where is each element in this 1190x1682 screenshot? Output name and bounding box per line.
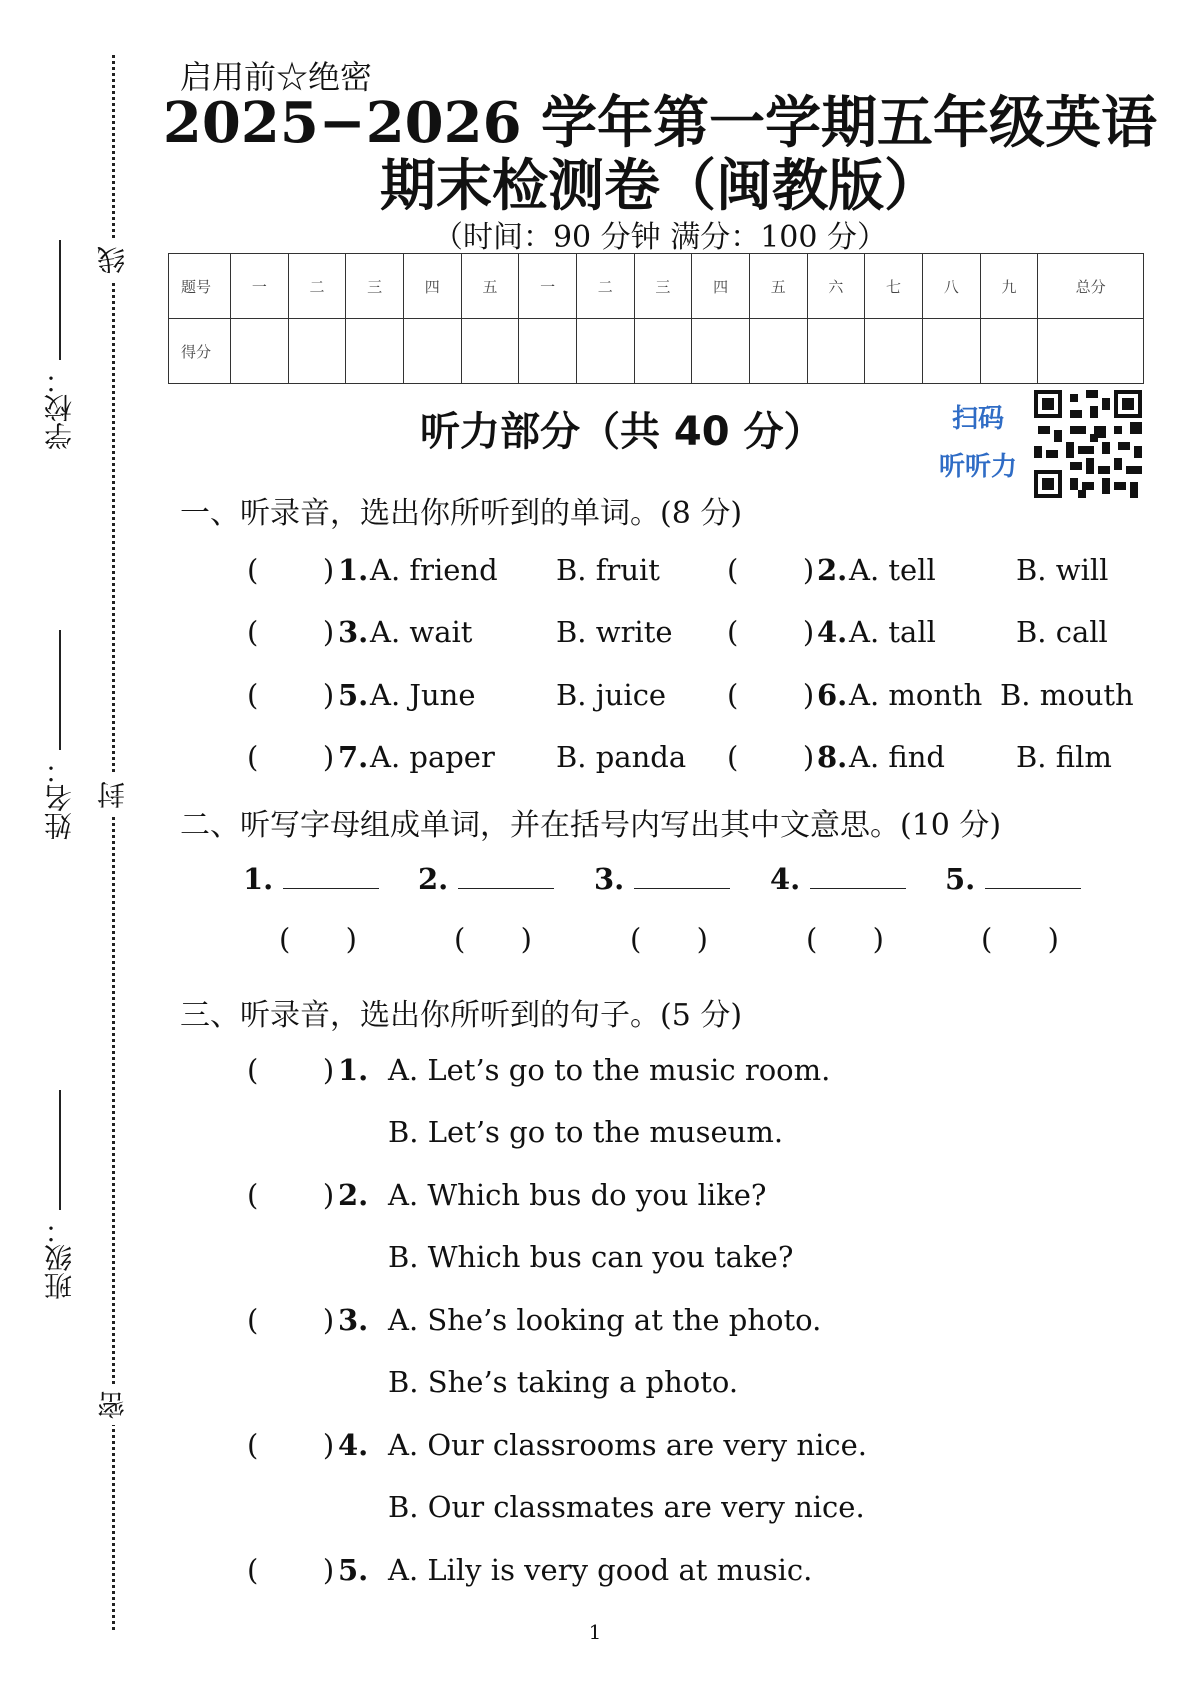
score-cell[interactable] [865,319,923,384]
sentence-option-a: A. Our classrooms are very nice. [388,1428,867,1462]
answer-paren[interactable]: ( ) [727,553,815,587]
word-blank[interactable] [458,862,554,889]
word-blank[interactable] [283,862,379,889]
option-b: B. write [556,615,673,649]
word-blank[interactable] [634,862,730,889]
score-cell[interactable] [807,319,865,384]
seal-char-seal: 封 [96,775,130,815]
item-number: 7. [338,740,369,774]
scan-label-2: 听听力 [938,452,1017,482]
option-b: B. mouth [1000,678,1134,712]
score-col: 一 [519,254,577,319]
score-cell[interactable] [1038,319,1144,384]
answer-paren[interactable]: ( ) [247,1553,335,1587]
answer-paren[interactable]: ( ) [247,1428,335,1462]
option-a: A. June [370,678,476,712]
item-number: 2. [338,1178,369,1212]
class-field[interactable] [40,1090,80,1300]
score-cell[interactable] [692,319,750,384]
item-number: 4. [770,862,801,896]
option-b: B. film [1016,740,1112,774]
score-col: 六 [807,254,865,319]
score-cell[interactable] [346,319,404,384]
sentence-option-b: B. Let’s go to the museum. [388,1115,784,1149]
score-col: 五 [461,254,519,319]
option-a: A. friend [370,553,498,587]
meaning-paren[interactable]: ( ) [454,922,532,956]
option-b: B. panda [556,740,687,774]
seal-char-secret: 密 [96,1385,130,1425]
option-b: B. call [1016,615,1108,649]
school-blank[interactable] [59,240,61,360]
sentence-option-a: A. Which bus do you like? [388,1178,767,1212]
exam-title-line1: 2025−2026 学年第一学期五年级英语 [162,90,1158,156]
item-number: 3. [338,1303,369,1337]
meaning-paren[interactable]: ( ) [630,922,708,956]
score-cell[interactable] [403,319,461,384]
item-number: 5. [338,678,369,712]
score-col: 三 [634,254,692,319]
school-field[interactable] [40,240,80,450]
option-a: A. paper [370,740,495,774]
item-number: 3. [594,862,625,896]
word-blank[interactable] [985,862,1081,889]
item-number: 2. [418,862,449,896]
sentence-option-a: A. Let’s go to the music room. [388,1053,831,1087]
sentence-option-a: A. Lily is very good at music. [388,1553,813,1587]
score-table [168,253,1144,384]
score-col: 三 [346,254,404,319]
section1-heading: 一、听录音，选出你所听到的单词。(8 分) [180,496,743,531]
seal-char-line: 线 [96,240,130,280]
score-col: 一 [231,254,289,319]
option-b: B. fruit [556,553,660,587]
name-label: 姓名： [43,756,76,840]
confidential-mark: 启用前☆绝密 [180,58,373,96]
score-col: 五 [749,254,807,319]
score-row2-label: 得分 [169,319,231,384]
item-number: 1. [338,1053,369,1087]
dictation-item [770,862,906,896]
item-number: 6. [817,678,848,712]
item-number: 1. [338,553,369,587]
item-number: 5. [945,862,976,896]
score-table-score-row [169,319,1144,384]
class-label: 班级： [43,1216,76,1300]
listening-title: 听力部分（共 40 分） [420,409,824,455]
sentence-option-b: B. Our classmates are very nice. [388,1490,865,1524]
item-number: 4. [817,615,848,649]
score-table-header-row [169,254,1144,319]
item-number: 1. [243,862,274,896]
answer-paren[interactable]: ( ) [727,615,815,649]
score-col: 九 [980,254,1038,319]
score-col: 二 [288,254,346,319]
score-col: 二 [576,254,634,319]
word-blank[interactable] [810,862,906,889]
dictation-item [418,862,554,896]
answer-paren[interactable]: ( ) [247,740,335,774]
score-cell[interactable] [634,319,692,384]
answer-paren[interactable]: ( ) [247,1178,335,1212]
score-cell[interactable] [519,319,577,384]
score-col: 七 [865,254,923,319]
item-number: 8. [817,740,848,774]
score-col: 八 [922,254,980,319]
name-blank[interactable] [59,630,61,750]
meaning-paren[interactable]: ( ) [806,922,884,956]
option-a: A. tall [849,615,936,649]
exam-time-score: （时间：90 分钟 满分：100 分） [432,220,888,255]
score-row1-label: 题号 [169,254,231,319]
meaning-paren[interactable]: ( ) [279,922,357,956]
option-a: A. tell [849,553,936,587]
item-number: 4. [338,1428,369,1462]
score-cell[interactable] [749,319,807,384]
page-number: 1 [588,1620,602,1644]
section2-heading: 二、听写字母组成单词，并在括号内写出其中文意思。(10 分) [180,808,1002,843]
answer-paren[interactable]: ( ) [247,553,335,587]
option-b: B. juice [556,678,667,712]
qr-code-icon[interactable] [1034,390,1142,498]
school-label: 学校： [43,366,76,450]
item-number: 3. [338,615,369,649]
score-cell[interactable] [231,319,289,384]
answer-paren[interactable]: ( ) [247,678,335,712]
score-cell[interactable] [288,319,346,384]
sentence-option-a: A. She’s looking at the photo. [388,1303,822,1337]
item-number: 2. [817,553,848,587]
sentence-option-b: B. She’s taking a photo. [388,1365,739,1399]
option-b: B. will [1016,553,1109,587]
score-cell[interactable] [576,319,634,384]
option-a: A. month [849,678,983,712]
answer-paren[interactable]: ( ) [247,1053,335,1087]
score-col: 总分 [1038,254,1144,319]
scan-label-1: 扫码 [951,404,1004,434]
answer-paren[interactable]: ( ) [247,1303,335,1337]
item-number: 5. [338,1553,369,1587]
name-field[interactable] [40,630,80,840]
meaning-paren[interactable]: ( ) [981,922,1059,956]
score-cell[interactable] [980,319,1038,384]
dictation-item [945,862,1081,896]
exam-title-line2: 期末检测卷（闽教版） [380,153,940,219]
section3-heading: 三、听录音，选出你所听到的句子。(5 分) [180,998,743,1033]
class-blank[interactable] [59,1090,61,1210]
score-col: 四 [692,254,750,319]
dictation-item [594,862,730,896]
answer-paren[interactable]: ( ) [727,678,815,712]
score-cell[interactable] [922,319,980,384]
dictation-item [243,862,379,896]
score-col: 四 [403,254,461,319]
answer-paren[interactable]: ( ) [727,740,815,774]
answer-paren[interactable]: ( ) [247,615,335,649]
score-cell[interactable] [461,319,519,384]
option-a: A. wait [370,615,473,649]
sentence-option-b: B. Which bus can you take? [388,1240,794,1274]
option-a: A. find [849,740,945,774]
